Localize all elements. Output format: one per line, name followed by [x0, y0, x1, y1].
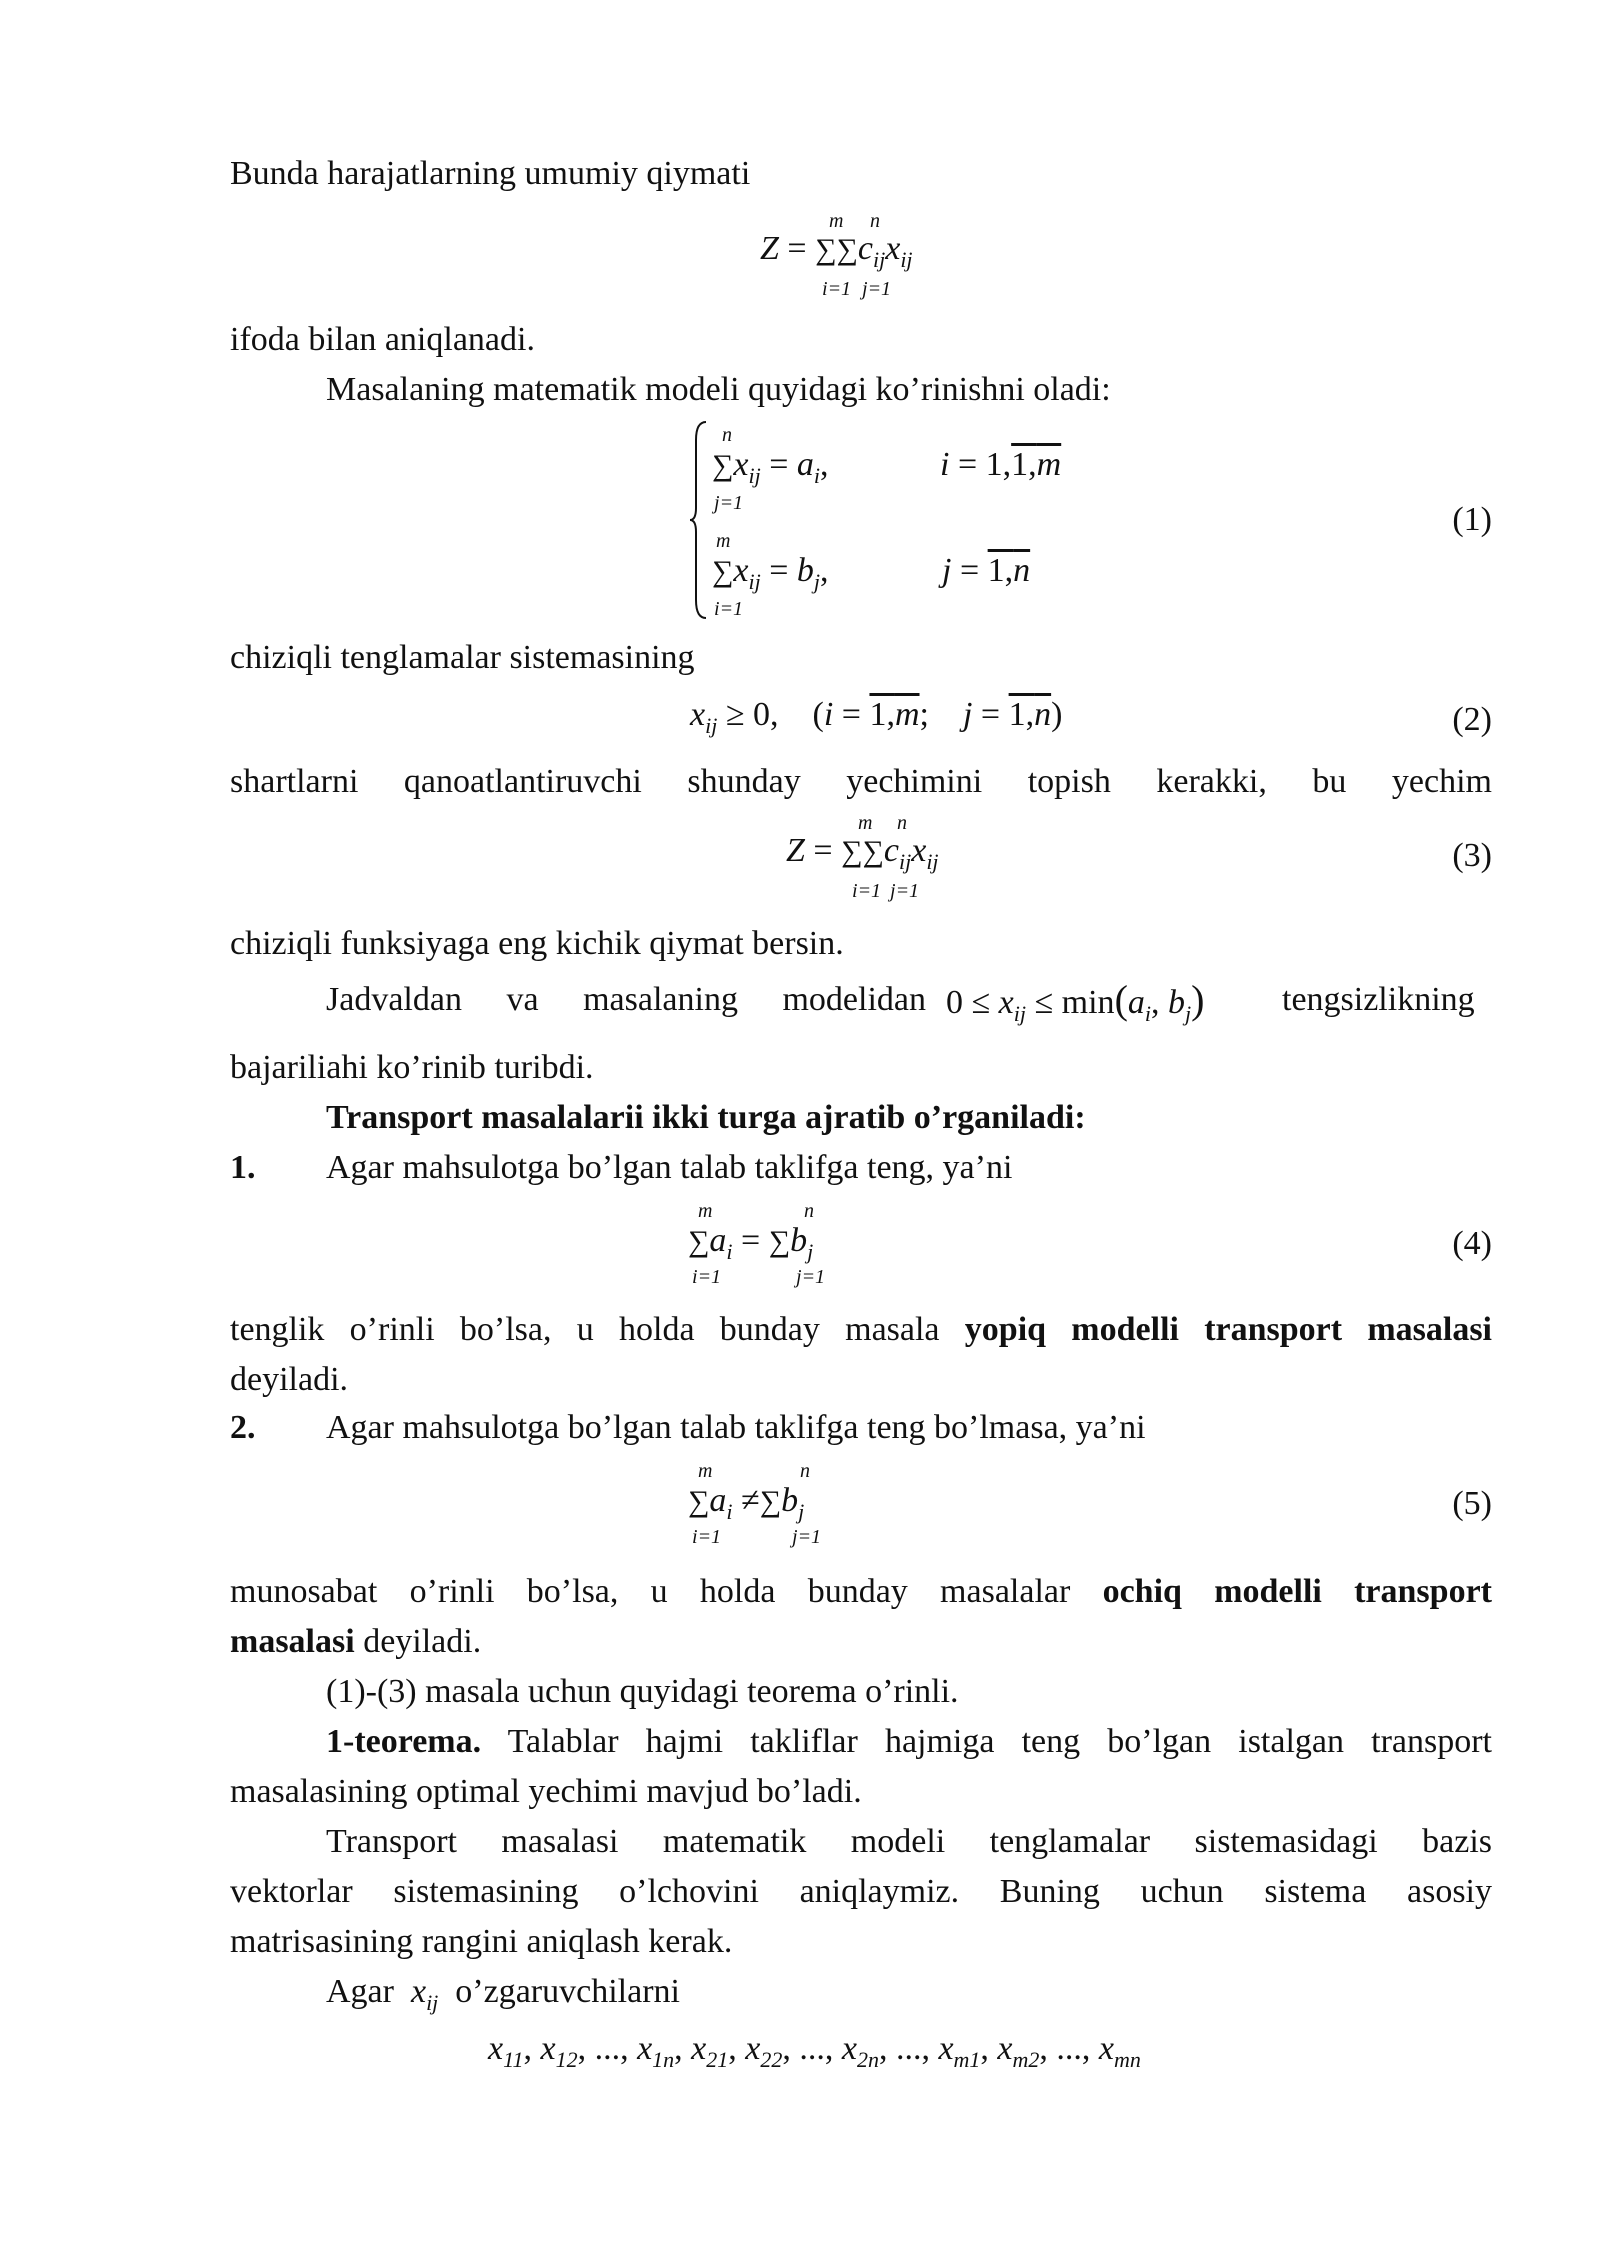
list-number: 2. [230, 1409, 256, 1446]
text-line: shartlarni qanoatlantiruvchi shunday yechimini topish kerakki, bu yechim [230, 763, 1492, 800]
text-line: masalasining optimal yechimi mavjud bo’ladi. [230, 1773, 862, 1810]
text-line: Agar mahsulotga bo’lgan talab taklifga teng bo’lmasa, ya’ni [326, 1409, 1146, 1446]
document-page: Bunda harajatlarning umumiy qiymati m n $Z = \sum\sum c_{ij}x_{ij}$ i=1 j=1 ifoda bilan aniqlanadi. Masalaning matematik modeli quyidagi ko’rinishni oladi: n $\sum x_{ij} = a_i$, i = 1,1,m j=1 m $\sum x_{ij} = b_j$, j = 1,n i=1 (1) chiziqli tenglamalar sistemasining $x_{ij} \ge 0$, (i = 1,m; j = 1,n) (2) shartlarni qanoatlantiruvchi shunday yechimini topish kerakki, bu yechim m n $Z = \sum\sum c_{ij}x_{ij}$ i=1 j=1 (3) chiziqli funksiyaga eng kichik qiymat bersin. Jadvaldan va masalaning modelidan $0 \le x_{ij} \le \min(a_i$, $b_j$) tengsizlikning bajariliahi ko’rinib turibdi. Transport masalalarii ikki turga ajratib o’rganiladi: 1. Agar mahsulotga bo’lgan talab taklifga teng, ya’ni m n $\sum a_i = \sum b_j$ i=1 j=1 (4) tenglik o’rinli bo’lsa, u holda bunday masala yopiq modelli transport masalasi deyiladi. 2. Agar mahsulotga bo’lgan talab taklifga teng bo’lmasa, ya’ni m n $\sum a_i \ne\sum b_j$ i=1 j=1 (5) munosabat o’rinli bo’lsa, u holda bunday masalalar ochiq modelli transport masalasi deyiladi. (1)-(3) masala uchun quyidagi teorema o’rinli. 1-teorema. Talablar hajmi takliflar hajmiga teng bo’lgan istalgan transport masalasining optimal yechimi mavjud bo’ladi. Transport masalasi matematik modeli tenglamalar sistemasidagi bazis vektorlar sistemasining o’lchovini aniqlaymiz. Buning uchun sistema asosiy matrisasining rangini aniqlash kerak. Agar $x_{ij}$ o’zgaruvchilarni $x_{11}$, $x_{12}$, ..., $x_{1n}$, $x_{21}$, $x_{22}$, ..., $x_{2n}$, ..., $x_{m1}$, $x_{m2}$, ..., $x_{mn}$ [230, 155, 1493, 2072]
equation-number: (4) [1452, 1225, 1492, 1262]
text-line: chiziqli tenglamalar sistemasining [230, 639, 695, 676]
bound-inequality: $0 \le x_{ij} \le \min(a_i$, $b_j$) [946, 977, 1205, 1026]
text-line: (1)-(3) masala uchun quyidagi teorema o’rinli. [326, 1673, 959, 1710]
text-line: masalasi deyiladi. [230, 1623, 482, 1660]
equation-number: (2) [1452, 701, 1492, 738]
text-line: deyiladi. [230, 1361, 349, 1398]
text-line: Masalaning matematik modeli quyidagi ko’rinishni oladi: [326, 371, 1111, 408]
text-line: vektorlar sistemasining o’lchovini aniqlaymiz. Buning uchun sistema asosiy [230, 1873, 1492, 1910]
text-line: Agar mahsulotga bo’lgan talab taklifga teng, ya’ni [326, 1149, 1013, 1186]
text-line: bajariliahi ko’rinib turibdi. [230, 1049, 594, 1086]
text-line: chiziqli funksiyaga eng kichik qiymat bersin. [230, 925, 844, 962]
text-line: tenglik o’rinli bo’lsa, u holda bunday masala yopiq modelli transport masalasi [230, 1311, 1493, 1348]
text-line: Bunda harajatlarning umumiy qiymati [230, 155, 751, 192]
text-line: Jadvaldan va masalaning modelidan [326, 981, 926, 1018]
text-line: 1-teorema. Talablar hajmi takliflar hajmiga teng bo’lgan istalgan transport [326, 1723, 1492, 1760]
equation-number: (1) [1452, 501, 1492, 538]
equation-number: (5) [1452, 1485, 1492, 1522]
text-line: matrisasining rangini aniqlash kerak. [230, 1923, 733, 1960]
section-heading: Transport masalalarii ikki turga ajratib o’rganiladi: [326, 1099, 1086, 1136]
list-number: 1. [230, 1149, 256, 1186]
equation-number: (3) [1452, 837, 1492, 874]
text-line: Transport masalasi matematik modeli tenglamalar sistemasidagi bazis [326, 1823, 1492, 1860]
text-line: ifoda bilan aniqlanadi. [230, 321, 535, 358]
variable-sequence: $x_{11}$, $x_{12}$, ..., $x_{1n}$, $x_{21}$, $x_{22}$, ..., $x_{2n}$, ..., $x_{m1}$, $x_{m2}$, ..., $x_{mn}$ [488, 2030, 1141, 2072]
text-line: tengsizlikning [1282, 981, 1475, 1018]
text-line: munosabat o’rinli bo’lsa, u holda bunday masalalar ochiq modelli transport [230, 1573, 1492, 1610]
brace-icon [688, 420, 710, 620]
text-line: Agar $x_{ij}$ o’zgaruvchilarni [326, 1973, 680, 2015]
